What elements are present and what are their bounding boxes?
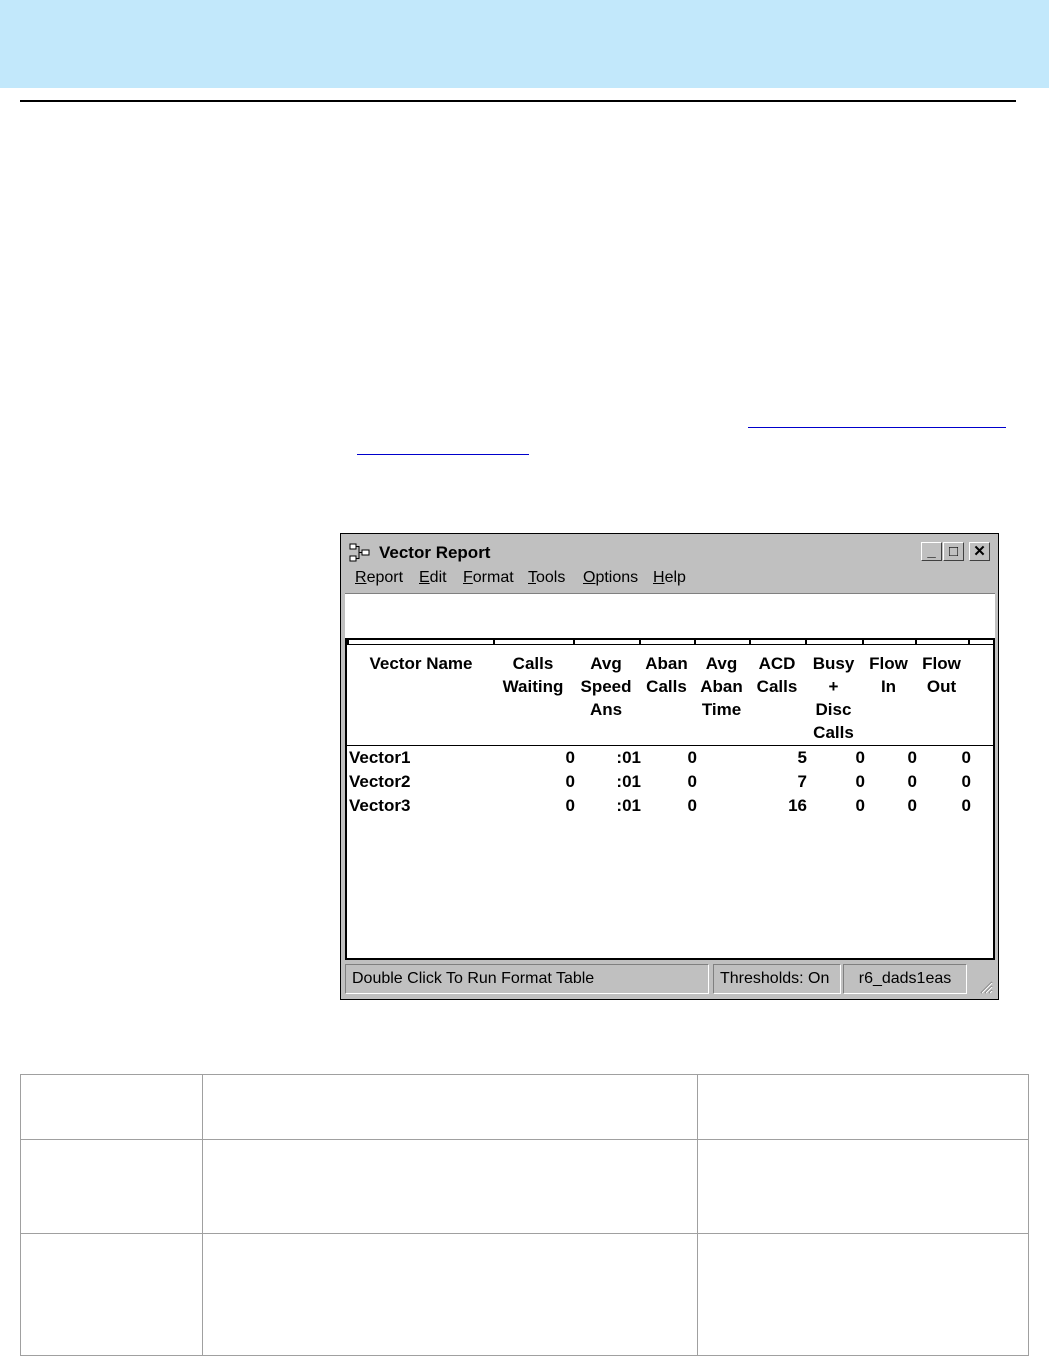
table-row bbox=[21, 1075, 1029, 1140]
menu-bar bbox=[345, 567, 995, 591]
resize-grip-icon[interactable] bbox=[977, 978, 993, 994]
table-cell bbox=[698, 1075, 1029, 1140]
header-acd-calls[interactable]: ACD Calls bbox=[756, 654, 798, 696]
table-cell bbox=[698, 1234, 1029, 1356]
status-server: r6_dads1eas bbox=[843, 964, 967, 994]
column-resize-handle[interactable] bbox=[805, 640, 807, 645]
column-resize-handle[interactable] bbox=[639, 640, 641, 645]
cell-busy-disc-calls: 0 bbox=[855, 772, 865, 791]
minimize-button[interactable]: _ bbox=[921, 542, 942, 561]
header-avg-aban-time[interactable]: Avg Aban Time bbox=[700, 654, 743, 719]
menu-tools[interactable]: Tools bbox=[528, 569, 566, 586]
header-avg-speed-ans[interactable]: Avg Speed Ans bbox=[580, 654, 632, 719]
column-resize-handle[interactable] bbox=[347, 640, 349, 645]
table-cell bbox=[203, 1234, 698, 1356]
table-cell bbox=[21, 1140, 203, 1234]
header-aban-calls[interactable]: Aban Calls bbox=[645, 654, 688, 696]
table-cell bbox=[21, 1234, 203, 1356]
table-row bbox=[21, 1234, 1029, 1356]
description-table bbox=[20, 1074, 1029, 1356]
column-resize-handle[interactable] bbox=[493, 640, 495, 645]
header-flow-in[interactable]: Flow In bbox=[869, 654, 908, 696]
cell-flow-in: 0 bbox=[907, 772, 917, 791]
header-busy-disc-calls[interactable]: Busy + Disc Calls bbox=[812, 654, 855, 742]
header-divider bbox=[347, 745, 993, 746]
cell-vector-name: Vector3 bbox=[349, 796, 411, 815]
header-calls-waiting[interactable]: Calls Waiting bbox=[502, 654, 564, 696]
column-resize-handle[interactable] bbox=[862, 640, 864, 645]
cell-vector-name: Vector2 bbox=[349, 772, 411, 791]
cell-aban-calls: 0 bbox=[687, 796, 697, 815]
vector-report-table[interactable] bbox=[345, 638, 995, 960]
cell-busy-disc-calls: 0 bbox=[855, 748, 865, 767]
header-vector-name[interactable]: Vector Name bbox=[369, 654, 473, 673]
table-row[interactable] bbox=[347, 796, 993, 820]
menu-report[interactable]: Report bbox=[355, 569, 404, 586]
status-bar bbox=[345, 964, 995, 996]
menu-help[interactable]: Help bbox=[653, 569, 686, 586]
header-flow-out[interactable]: Flow Out bbox=[922, 654, 961, 696]
cell-calls-waiting: 0 bbox=[565, 796, 575, 815]
table-cell bbox=[698, 1140, 1029, 1234]
cell-aban-calls: 0 bbox=[687, 772, 697, 791]
table-row[interactable] bbox=[347, 772, 993, 796]
cell-flow-in: 0 bbox=[907, 748, 917, 767]
menu-edit[interactable]: Edit bbox=[419, 569, 447, 586]
column-separator-line bbox=[347, 644, 993, 645]
column-resize-handle[interactable] bbox=[573, 640, 575, 645]
status-thresholds: Thresholds: On bbox=[713, 964, 841, 994]
cell-acd-calls: 16 bbox=[788, 796, 807, 815]
cell-flow-out: 0 bbox=[961, 772, 971, 791]
cell-calls-waiting: 0 bbox=[565, 772, 575, 791]
table-cell bbox=[203, 1075, 698, 1140]
vector-report-icon bbox=[349, 543, 371, 563]
cell-avg-speed-ans: :01 bbox=[616, 748, 641, 767]
menu-format[interactable]: Format bbox=[463, 569, 514, 586]
column-resize-handle[interactable] bbox=[968, 640, 970, 645]
table-row bbox=[21, 1140, 1029, 1234]
page-header-band bbox=[0, 0, 1049, 88]
menu-options[interactable]: Options bbox=[583, 569, 639, 586]
table-cell bbox=[21, 1075, 203, 1140]
cell-aban-calls: 0 bbox=[687, 748, 697, 767]
cell-avg-speed-ans: :01 bbox=[616, 772, 641, 791]
cell-avg-speed-ans: :01 bbox=[616, 796, 641, 815]
cell-acd-calls: 7 bbox=[797, 772, 807, 791]
column-resize-handle[interactable] bbox=[915, 640, 917, 645]
header-rule bbox=[20, 100, 1016, 102]
title-bar[interactable] bbox=[345, 538, 995, 566]
cell-calls-waiting: 0 bbox=[565, 748, 575, 767]
cell-vector-name: Vector1 bbox=[349, 748, 411, 767]
cell-busy-disc-calls: 0 bbox=[855, 796, 865, 815]
maximize-button[interactable]: □ bbox=[943, 542, 964, 561]
hyperlink-underline-continued[interactable] bbox=[357, 454, 529, 455]
status-message: Double Click To Run Format Table bbox=[345, 964, 709, 994]
vector-report-window bbox=[340, 533, 999, 1000]
window-title: Vector Report bbox=[379, 543, 491, 562]
hyperlink-underline[interactable] bbox=[748, 427, 1006, 428]
cell-flow-in: 0 bbox=[907, 796, 917, 815]
toolbar-area bbox=[345, 593, 995, 638]
cell-acd-calls: 5 bbox=[797, 748, 807, 767]
column-resize-handle[interactable] bbox=[694, 640, 696, 645]
close-button[interactable]: ✕ bbox=[969, 542, 990, 561]
column-resize-handle[interactable] bbox=[749, 640, 751, 645]
table-cell bbox=[203, 1140, 698, 1234]
cell-flow-out: 0 bbox=[961, 796, 971, 815]
cell-flow-out: 0 bbox=[961, 748, 971, 767]
table-row[interactable] bbox=[347, 748, 993, 772]
